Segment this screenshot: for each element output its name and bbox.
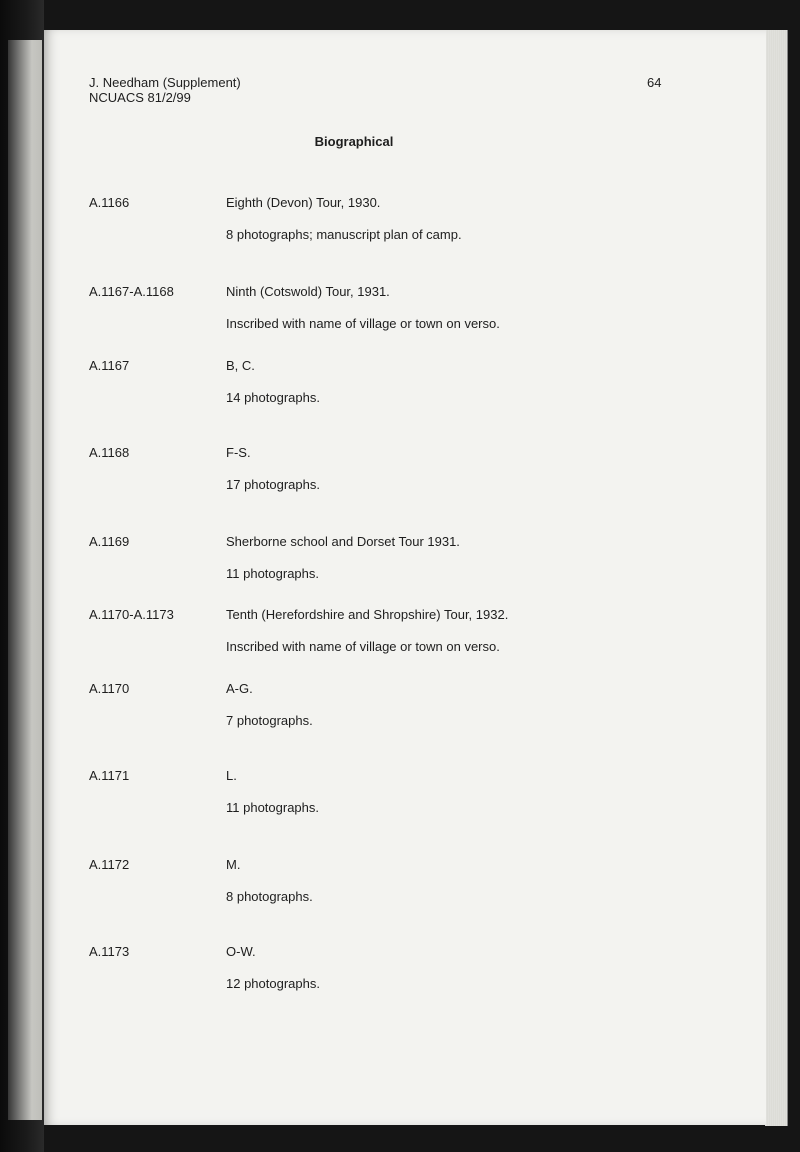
page-header — [89, 75, 241, 105]
entry-title: B, C. — [226, 358, 255, 373]
entry-reference: A.1167 — [89, 358, 130, 373]
section-title: Biographical — [314, 134, 394, 149]
entry-reference: A.1169 — [89, 534, 130, 549]
header-reference: NCUACS 81/2/99 — [89, 90, 191, 105]
entry-note: 11 photographs. — [226, 566, 319, 581]
entry-description — [226, 284, 500, 331]
entry-title: F-S. — [226, 445, 251, 460]
entry-note: 7 photographs. — [226, 713, 313, 728]
page-stack-edge — [765, 30, 788, 1126]
document-page — [44, 30, 766, 1125]
header-author: J. Needham (Supplement) — [89, 75, 241, 90]
entry-description — [226, 768, 319, 815]
entry-reference: A.1170 — [89, 681, 130, 696]
entry-reference: A.1173 — [89, 944, 130, 959]
entry-description — [226, 445, 320, 492]
entry-note: 8 photographs; manuscript plan of camp. — [226, 227, 462, 242]
entry-reference: A.1166 — [89, 195, 130, 210]
entry-title: Eighth (Devon) Tour, 1930. — [226, 195, 381, 210]
entry-description — [226, 681, 313, 728]
entry-reference: A.1171 — [89, 768, 130, 783]
entry-note: 8 photographs. — [226, 889, 313, 904]
entry-note: 17 photographs. — [226, 477, 320, 492]
entry-description — [226, 857, 313, 904]
entry-note: Inscribed with name of village or town on verso. — [226, 639, 500, 654]
entry-title: O-W. — [226, 944, 256, 959]
entry-note: 14 photographs. — [226, 390, 320, 405]
entry-reference: A.1170-A.1173 — [89, 607, 174, 622]
page-number: 64 — [647, 75, 662, 90]
entry-reference: A.1172 — [89, 857, 130, 872]
entry-title: Tenth (Herefordshire and Shropshire) Tour, 1932. — [226, 607, 509, 622]
entry-title: M. — [226, 857, 241, 872]
entry-title: Ninth (Cotswold) Tour, 1931. — [226, 284, 390, 299]
entry-description — [226, 358, 320, 405]
entry-title: A-G. — [226, 681, 253, 696]
entry-title: Sherborne school and Dorset Tour 1931. — [226, 534, 460, 549]
entry-note: 11 photographs. — [226, 800, 319, 815]
entry-reference: A.1168 — [89, 445, 130, 460]
entry-description — [226, 607, 508, 654]
entry-title: L. — [226, 768, 237, 783]
entry-reference: A.1167-A.1168 — [89, 284, 174, 299]
entry-note: Inscribed with name of village or town on verso. — [226, 316, 500, 331]
facing-page-edge — [8, 40, 42, 1120]
entry-description — [226, 195, 462, 242]
entry-description — [226, 534, 460, 581]
entry-note: 12 photographs. — [226, 976, 320, 991]
entry-description — [226, 944, 320, 991]
